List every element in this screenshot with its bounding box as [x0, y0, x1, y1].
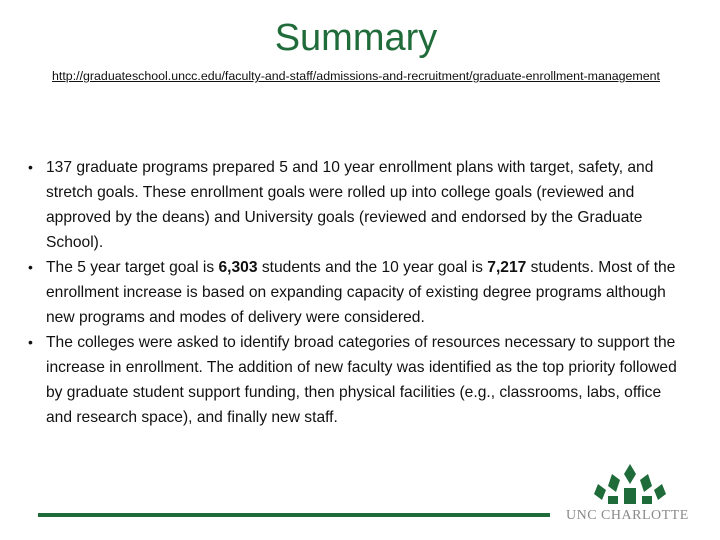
footer-divider	[38, 513, 550, 517]
bullet-dot-icon: •	[28, 159, 33, 175]
slide-title: Summary	[274, 17, 438, 59]
five-year-goal-value: 6,303	[218, 259, 258, 276]
ten-year-goal-value: 7,217	[487, 259, 527, 276]
bullet-text-part: . Most of the enrollment increase is based on expanding capacity of existing degree programs although new programs and modes of delivery were considered.	[46, 259, 676, 326]
bullet-item-resources	[26, 330, 686, 430]
source-url-link[interactable]: http://graduateschool.uncc.edu/faculty-and-staff/admissions-and-recruitment/graduate-enrollment-management	[52, 69, 660, 83]
logo-wordmark: UNC CHARLOTTE	[566, 508, 689, 523]
bullet-item-goals	[26, 255, 686, 330]
bullet-text: 137 graduate programs prepared 5 and 10 year enrollment plans with target, safety, and stretch goals. These enrollment goals were rolled up into college goals (reviewed and approved by the deans) and University goals (reviewed and endorsed by the Graduate School).	[46, 159, 654, 251]
bullet-dot-icon: •	[28, 259, 33, 275]
summary-bullet-list	[26, 155, 686, 430]
bullet-dot-icon: •	[28, 334, 33, 350]
bullet-text: The colleges were asked to identify broad categories of resources necessary to support the increase in enrollment. The addition of new faculty was identified as the top priority followed by graduate student support funding, then physical facilities (e.g., classrooms, labs, office and research space), and finally new staff.	[46, 334, 677, 426]
bullet-text-part: students and the 10 year goal is	[257, 259, 488, 276]
bullet-item-programs	[26, 155, 686, 255]
bullet-text-part: students	[526, 259, 590, 276]
bullet-text-part: The 5 year target goal is	[46, 259, 219, 276]
